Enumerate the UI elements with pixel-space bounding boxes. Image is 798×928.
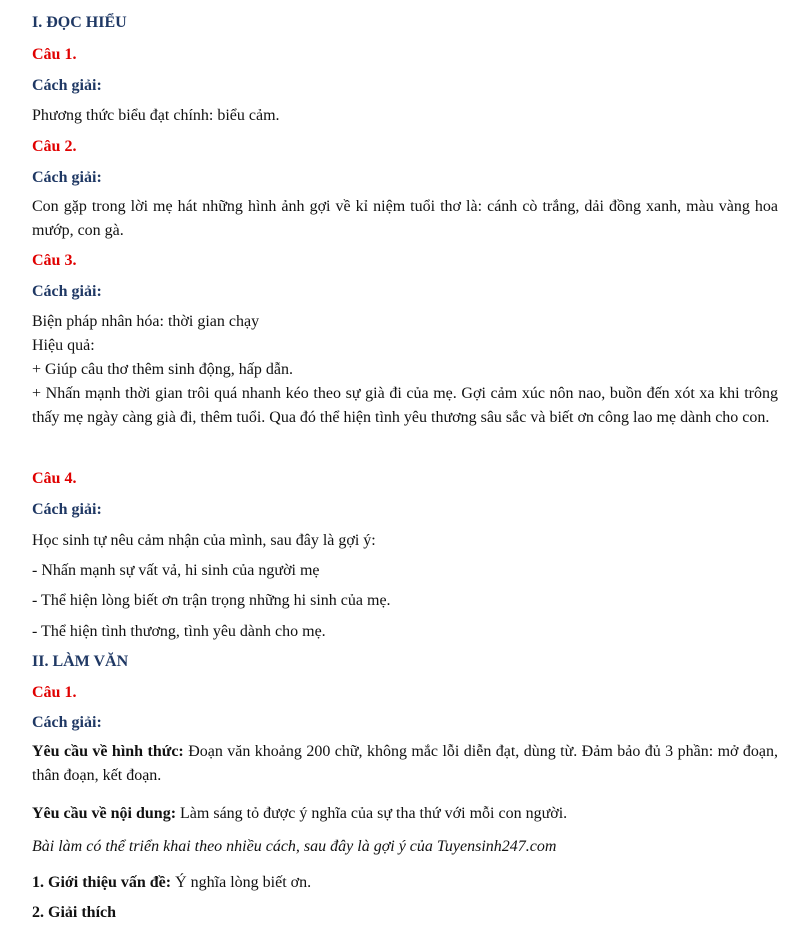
answer-line: + Nhấn mạnh thời gian trôi quá nhanh kéo theo sự già đi của mẹ. Gợi cảm xúc nôn nao, buồn đến xót xa khi trông thấy mẹ ngày càng già đi, thêm tuổi. Qua đó thể hiện tình yêu thương sâu sắc và biết ơn công lao mẹ dành cho con. — [32, 385, 778, 426]
question-1-label: Câu 1. — [32, 46, 77, 63]
section-heading-reading: I. ĐỌC HIỂU — [32, 14, 127, 31]
answer-line: Biện pháp nhân hóa: thời gian chạy — [32, 313, 260, 330]
question-2-label: Câu 2. — [32, 138, 77, 155]
question-1-solution-label: Cách giải: — [32, 77, 102, 94]
content-requirement-label: Yêu cầu về nội dung: — [32, 805, 177, 822]
outline-explain-label: 2. Giải thích — [32, 904, 117, 921]
answer-line: Hiệu quả: — [32, 337, 95, 354]
question-3-answer — [32, 310, 778, 430]
question-4-label: Câu 4. — [32, 470, 77, 487]
question-4-item: - Thể hiện lòng biết ơn trận trọng những hi sinh của mẹ. — [32, 592, 391, 609]
content-requirement — [32, 802, 778, 826]
answer-line: + Giúp câu thơ thêm sinh động, hấp dẫn. — [32, 361, 293, 378]
outline-intro-text: Ý nghĩa lòng biết ơn. — [171, 874, 312, 891]
question-1-answer: Phương thức biểu đạt chính: biểu cảm. — [32, 107, 280, 124]
form-requirement — [32, 740, 778, 788]
question-2-solution-label: Cách giải: — [32, 169, 102, 186]
guidance-note: Bài làm có thể triển khai theo nhiều cách, sau đây là gợi ý của Tuyensinh247.com — [32, 838, 557, 855]
question-4-item: - Nhấn mạnh sự vất vả, hi sinh của người mẹ — [32, 562, 320, 579]
question-2-answer: Con gặp trong lời mẹ hát những hình ảnh gợi về kỉ niệm tuổi thơ là: cánh cò trắng, dải đồng xanh, màu vàng hoa mướp, con gà. — [32, 198, 778, 239]
form-requirement-label: Yêu cầu về hình thức: — [32, 743, 184, 760]
question-4-intro: Học sinh tự nêu cảm nhận của mình, sau đây là gợi ý: — [32, 532, 376, 549]
outline-intro — [32, 871, 778, 895]
essay-question-1-label: Câu 1. — [32, 684, 77, 701]
content-requirement-text: Làm sáng tỏ được ý nghĩa của sự tha thứ với mỗi con người. — [176, 805, 568, 822]
question-4-item: - Thể hiện tình thương, tình yêu dành cho mẹ. — [32, 623, 326, 640]
form-requirement-text: Đoạn văn khoảng 200 chữ, không mắc lỗi diễn đạt, dùng từ. Đảm bảo đủ 3 phần: mở đoạn, thân đoạn, kết đoạn. — [32, 743, 778, 784]
essay-question-1-solution-label: Cách giải: — [32, 714, 102, 731]
section-heading-writing: II. LÀM VĂN — [32, 653, 129, 670]
outline-intro-label: 1. Giới thiệu vấn đề: — [32, 874, 172, 891]
question-4-solution-label: Cách giải: — [32, 501, 102, 518]
question-3-solution-label: Cách giải: — [32, 283, 102, 300]
question-3-label: Câu 3. — [32, 252, 77, 269]
